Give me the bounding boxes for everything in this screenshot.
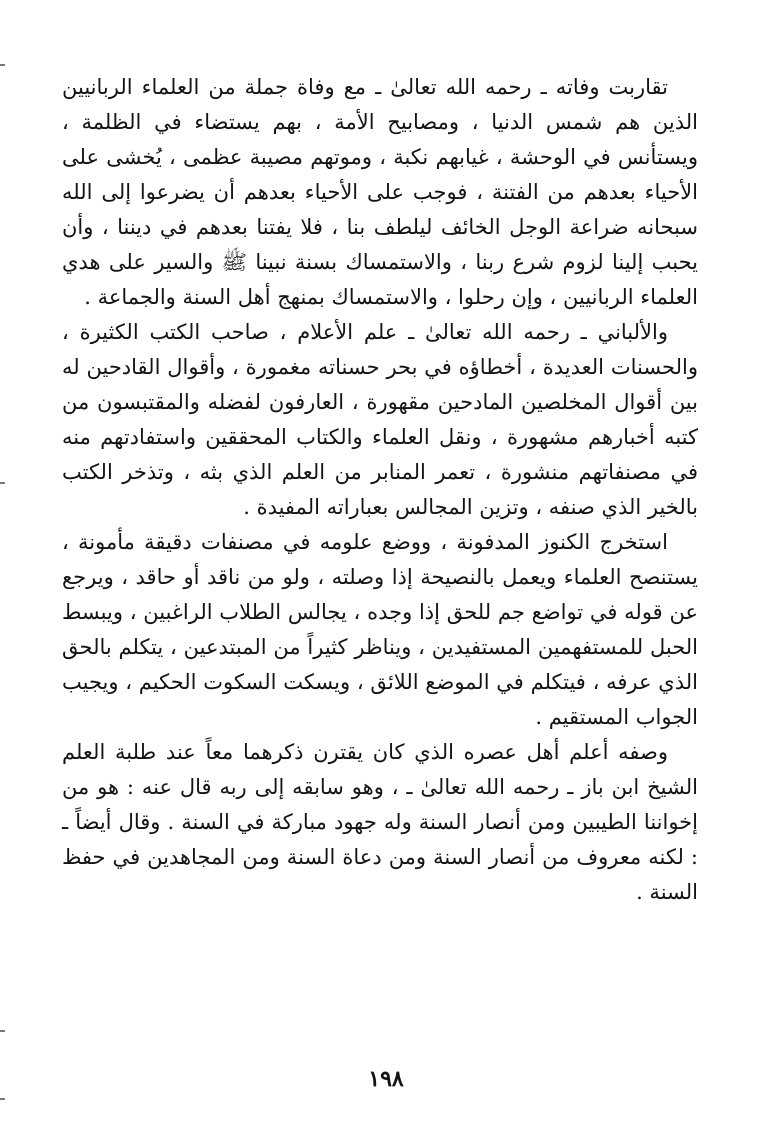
body-text [62, 70, 698, 910]
paragraph-2: والألباني ـ رحمه الله تعالىٰ ـ علم الأعلام ، صاحب الكتب الكثيرة ، والحسنات العديدة ، أخطاؤه في بحر حسناته مغمورة ، وأقوال القادحين له بين أقوال المخلصين المادحين مقهورة ، العارفون لفضله والمقتبسون من كتبه أخبارهم مشهورة ، ونقل العلماء والكتاب المحققين واستفادتهم منه في مصنفاتهم منشورة ، تعمر المنابر من العلم الذي بثه ، وتذخر الكتب بالخير الذي صنفه ، وتزين المجالس بعباراته المفيدة . [62, 320, 698, 519]
paragraph-4: وصفه أعلم أهل عصره الذي كان يقترن ذكرهما معاً عند طلبة العلم الشيخ ابن باز ـ رحمه الله تعالىٰ ـ ، وهو سابقه إلى ربه قال عنه : هو من إخواننا الطيبين ومن أنصار السنة وله جهود مباركة في السنة . وقال أيضاً ـ : لكنه معروف من أنصار السنة ومن دعاة السنة ومن المجاهدين في حفظ السنة . [62, 740, 698, 904]
paragraph-3: استخرج الكنوز المدفونة ، ووضع علومه في مصنفات دقيقة مأمونة ، يستنصح العلماء ويعمل بالنصيحة إذا وصلته ، ولو من ناقد أو حاقد ، ويرجع عن قوله في تواضع جم للحق إذا وجده ، يجالس الطلاب الراغبين ، ويبسط الحبل للمستفهمين المستفيدين ، ويناظر كثيراً من المبتدعين ، يتكلم بالحق الذي عرفه ، فيتكلم في الموضع اللائق ، ويسكت السكوت الحكيم ، ويجيب الجواب المستقيم . [62, 530, 698, 729]
scan-edge-mark [0, 64, 5, 66]
paragraph-1: تقاربت وفاته ـ رحمه الله تعالىٰ ـ مع وفاة جملة من العلماء الربانيين الذين هم شمس الدنيا ، ومصابيح الأمة ، بهم يستضاء في الظلمة ، ويستأنس في الوحشة ، غيابهم نكبة ، وموتهم مصيبة عظمى ، يُخشى على الأحياء بعدهم من الفتنة ، فوجب على الأحياء بعدهم أن يضرعوا إلى الله سبحانه ضراعة الوجل الخائف ليلطف بنا ، فلا يفتنا بعدهم في ديننا ، وأن يحبب إلينا لزوم شرع ربنا ، والاستمساك بسنة نبينا ﷺ والسير على هدي العلماء الربانيين ، وإن رحلوا ، والاستمساك بمنهج أهل السنة والجماعة . [62, 75, 698, 309]
scan-edge-mark [0, 1030, 5, 1032]
page-number: ١٩٨ [368, 1066, 404, 1092]
scan-edge-mark [0, 482, 5, 484]
scan-edge-mark [0, 1098, 5, 1100]
